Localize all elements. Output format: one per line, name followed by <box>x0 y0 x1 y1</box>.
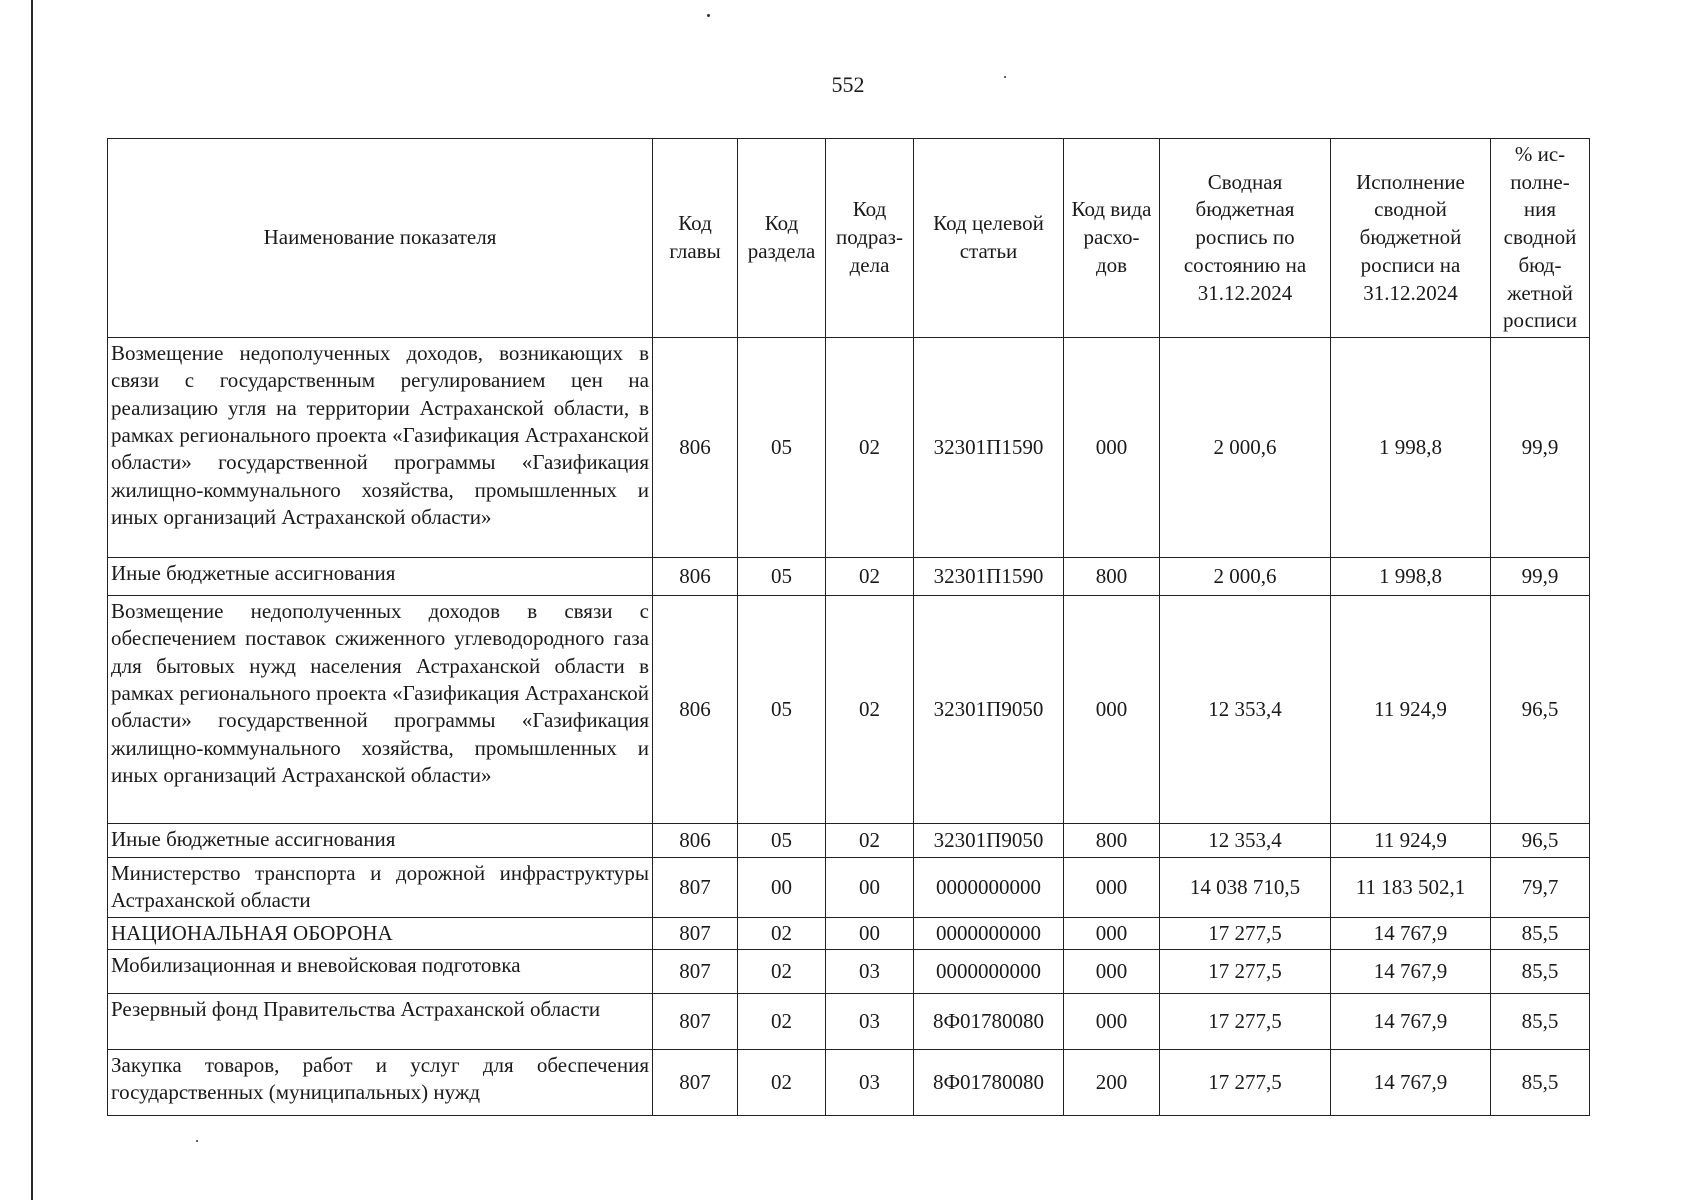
row-subsection: 00 <box>826 917 914 949</box>
row-name: НАЦИОНАЛЬНАЯ ОБОРОНА <box>108 917 653 949</box>
row-section: 05 <box>738 338 826 558</box>
row-subsection: 02 <box>826 338 914 558</box>
row-execution: 14 767,9 <box>1331 993 1491 1049</box>
row-percent: 96,5 <box>1491 596 1590 824</box>
row-execution: 1 998,8 <box>1331 338 1491 558</box>
table-row <box>108 949 1590 993</box>
row-target: 0000000000 <box>914 917 1064 949</box>
row-section: 02 <box>738 949 826 993</box>
row-section: 05 <box>738 558 826 596</box>
table-row <box>108 1049 1590 1115</box>
row-expense-type: 000 <box>1064 917 1160 949</box>
row-chapter: 806 <box>653 338 738 558</box>
header-execution: Исполнение сводной бюджетной росписи на 31.12.2024 <box>1331 139 1491 338</box>
row-budget: 17 277,5 <box>1160 993 1331 1049</box>
row-chapter: 807 <box>653 917 738 949</box>
row-subsection: 02 <box>826 596 914 824</box>
left-margin-rule <box>31 0 33 1200</box>
row-subsection: 02 <box>826 558 914 596</box>
header-name: Наименование показателя <box>108 139 653 338</box>
row-name: Мобилизационная и вневойсковая подготовка <box>108 949 653 993</box>
table-row <box>108 993 1590 1049</box>
row-execution: 1 998,8 <box>1331 558 1491 596</box>
row-name: Возмещение недополученных доходов, возникающих в связи с государственным регулированием цен на реализацию угля на территории Астраханской области, в рамках регионального проекта «Газификация Астраханской области» государственной программы «Газификация жилищно-коммунального хозяйства, промышленных и иных организаций Астраханской области» <box>108 338 653 558</box>
row-execution: 11 924,9 <box>1331 596 1491 824</box>
table-row <box>108 917 1590 949</box>
row-target: 32301П9050 <box>914 596 1064 824</box>
row-chapter: 806 <box>653 558 738 596</box>
row-percent: 85,5 <box>1491 993 1590 1049</box>
scan-speck <box>196 1140 198 1142</box>
row-expense-type: 200 <box>1064 1049 1160 1115</box>
row-target: 8Ф01780080 <box>914 993 1064 1049</box>
row-section: 02 <box>738 993 826 1049</box>
row-expense-type: 000 <box>1064 858 1160 918</box>
row-target: 0000000000 <box>914 858 1064 918</box>
row-execution: 14 767,9 <box>1331 1049 1491 1115</box>
header-expense-type-code: Код вида расхо-дов <box>1064 139 1160 338</box>
row-name: Возмещение недополученных доходов в связи с обеспечением поставок сжиженного углеводородного газа для бытовых нужд населения Астраханской области в рамках регионального проекта «Газификация Астраханской области» государственной программы «Газификация жилищно-коммунального хозяйства, промышленных и иных организаций Астраханской области» <box>108 596 653 824</box>
row-execution: 14 767,9 <box>1331 917 1491 949</box>
row-name: Закупка товаров, работ и услуг для обеспечения государственных (муниципальных) нужд <box>108 1049 653 1115</box>
row-percent: 99,9 <box>1491 338 1590 558</box>
header-target-code: Код целевой статьи <box>914 139 1064 338</box>
row-name: Иные бюджетные ассигнования <box>108 824 653 858</box>
row-budget: 17 277,5 <box>1160 949 1331 993</box>
row-target: 0000000000 <box>914 949 1064 993</box>
header-subsection-code: Код подраз-дела <box>826 139 914 338</box>
table-row <box>108 824 1590 858</box>
row-percent: 96,5 <box>1491 824 1590 858</box>
row-budget: 17 277,5 <box>1160 917 1331 949</box>
row-chapter: 807 <box>653 1049 738 1115</box>
row-percent: 85,5 <box>1491 949 1590 993</box>
row-section: 05 <box>738 824 826 858</box>
row-target: 32301П1590 <box>914 558 1064 596</box>
header-percent: % ис-полне-ния сводной бюд-жетной росписи <box>1491 139 1590 338</box>
row-subsection: 02 <box>826 824 914 858</box>
row-target: 32301П9050 <box>914 824 1064 858</box>
row-budget: 2 000,6 <box>1160 558 1331 596</box>
page-number: 552 <box>831 72 865 97</box>
row-target: 8Ф01780080 <box>914 1049 1064 1115</box>
row-expense-type: 000 <box>1064 993 1160 1049</box>
row-subsection: 00 <box>826 858 914 918</box>
row-expense-type: 800 <box>1064 824 1160 858</box>
row-budget: 12 353,4 <box>1160 596 1331 824</box>
row-budget: 12 353,4 <box>1160 824 1331 858</box>
header-budget-list: Сводная бюджетная роспись по состоянию на 31.12.2024 <box>1160 139 1331 338</box>
scan-speck <box>707 14 710 17</box>
row-percent: 79,7 <box>1491 858 1590 918</box>
row-chapter: 807 <box>653 949 738 993</box>
row-section: 02 <box>738 917 826 949</box>
table-row <box>108 338 1590 558</box>
row-percent: 85,5 <box>1491 917 1590 949</box>
table-row <box>108 596 1590 824</box>
row-name: Резервный фонд Правительства Астраханской области <box>108 993 653 1049</box>
row-expense-type: 000 <box>1064 338 1160 558</box>
table-row <box>108 558 1590 596</box>
row-section: 05 <box>738 596 826 824</box>
row-name: Министерство транспорта и дорожной инфраструктуры Астраханской области <box>108 858 653 918</box>
row-section: 00 <box>738 858 826 918</box>
row-execution: 11 924,9 <box>1331 824 1491 858</box>
row-execution: 14 767,9 <box>1331 949 1491 993</box>
row-subsection: 03 <box>826 949 914 993</box>
row-section: 02 <box>738 1049 826 1115</box>
row-percent: 99,9 <box>1491 558 1590 596</box>
row-subsection: 03 <box>826 1049 914 1115</box>
row-chapter: 807 <box>653 858 738 918</box>
row-subsection: 03 <box>826 993 914 1049</box>
table-row <box>108 858 1590 918</box>
budget-table <box>107 138 1590 1116</box>
row-chapter: 806 <box>653 596 738 824</box>
row-chapter: 807 <box>653 993 738 1049</box>
header-section-code: Код раздела <box>738 139 826 338</box>
row-percent: 85,5 <box>1491 1049 1590 1115</box>
row-chapter: 806 <box>653 824 738 858</box>
row-expense-type: 800 <box>1064 558 1160 596</box>
row-target: 32301П1590 <box>914 338 1064 558</box>
row-expense-type: 000 <box>1064 949 1160 993</box>
row-execution: 11 183 502,1 <box>1331 858 1491 918</box>
row-budget: 17 277,5 <box>1160 1049 1331 1115</box>
table-header-row <box>108 139 1590 338</box>
row-budget: 14 038 710,5 <box>1160 858 1331 918</box>
row-expense-type: 000 <box>1064 596 1160 824</box>
row-name: Иные бюджетные ассигнования <box>108 558 653 596</box>
header-chapter-code: Код главы <box>653 139 738 338</box>
row-budget: 2 000,6 <box>1160 338 1331 558</box>
